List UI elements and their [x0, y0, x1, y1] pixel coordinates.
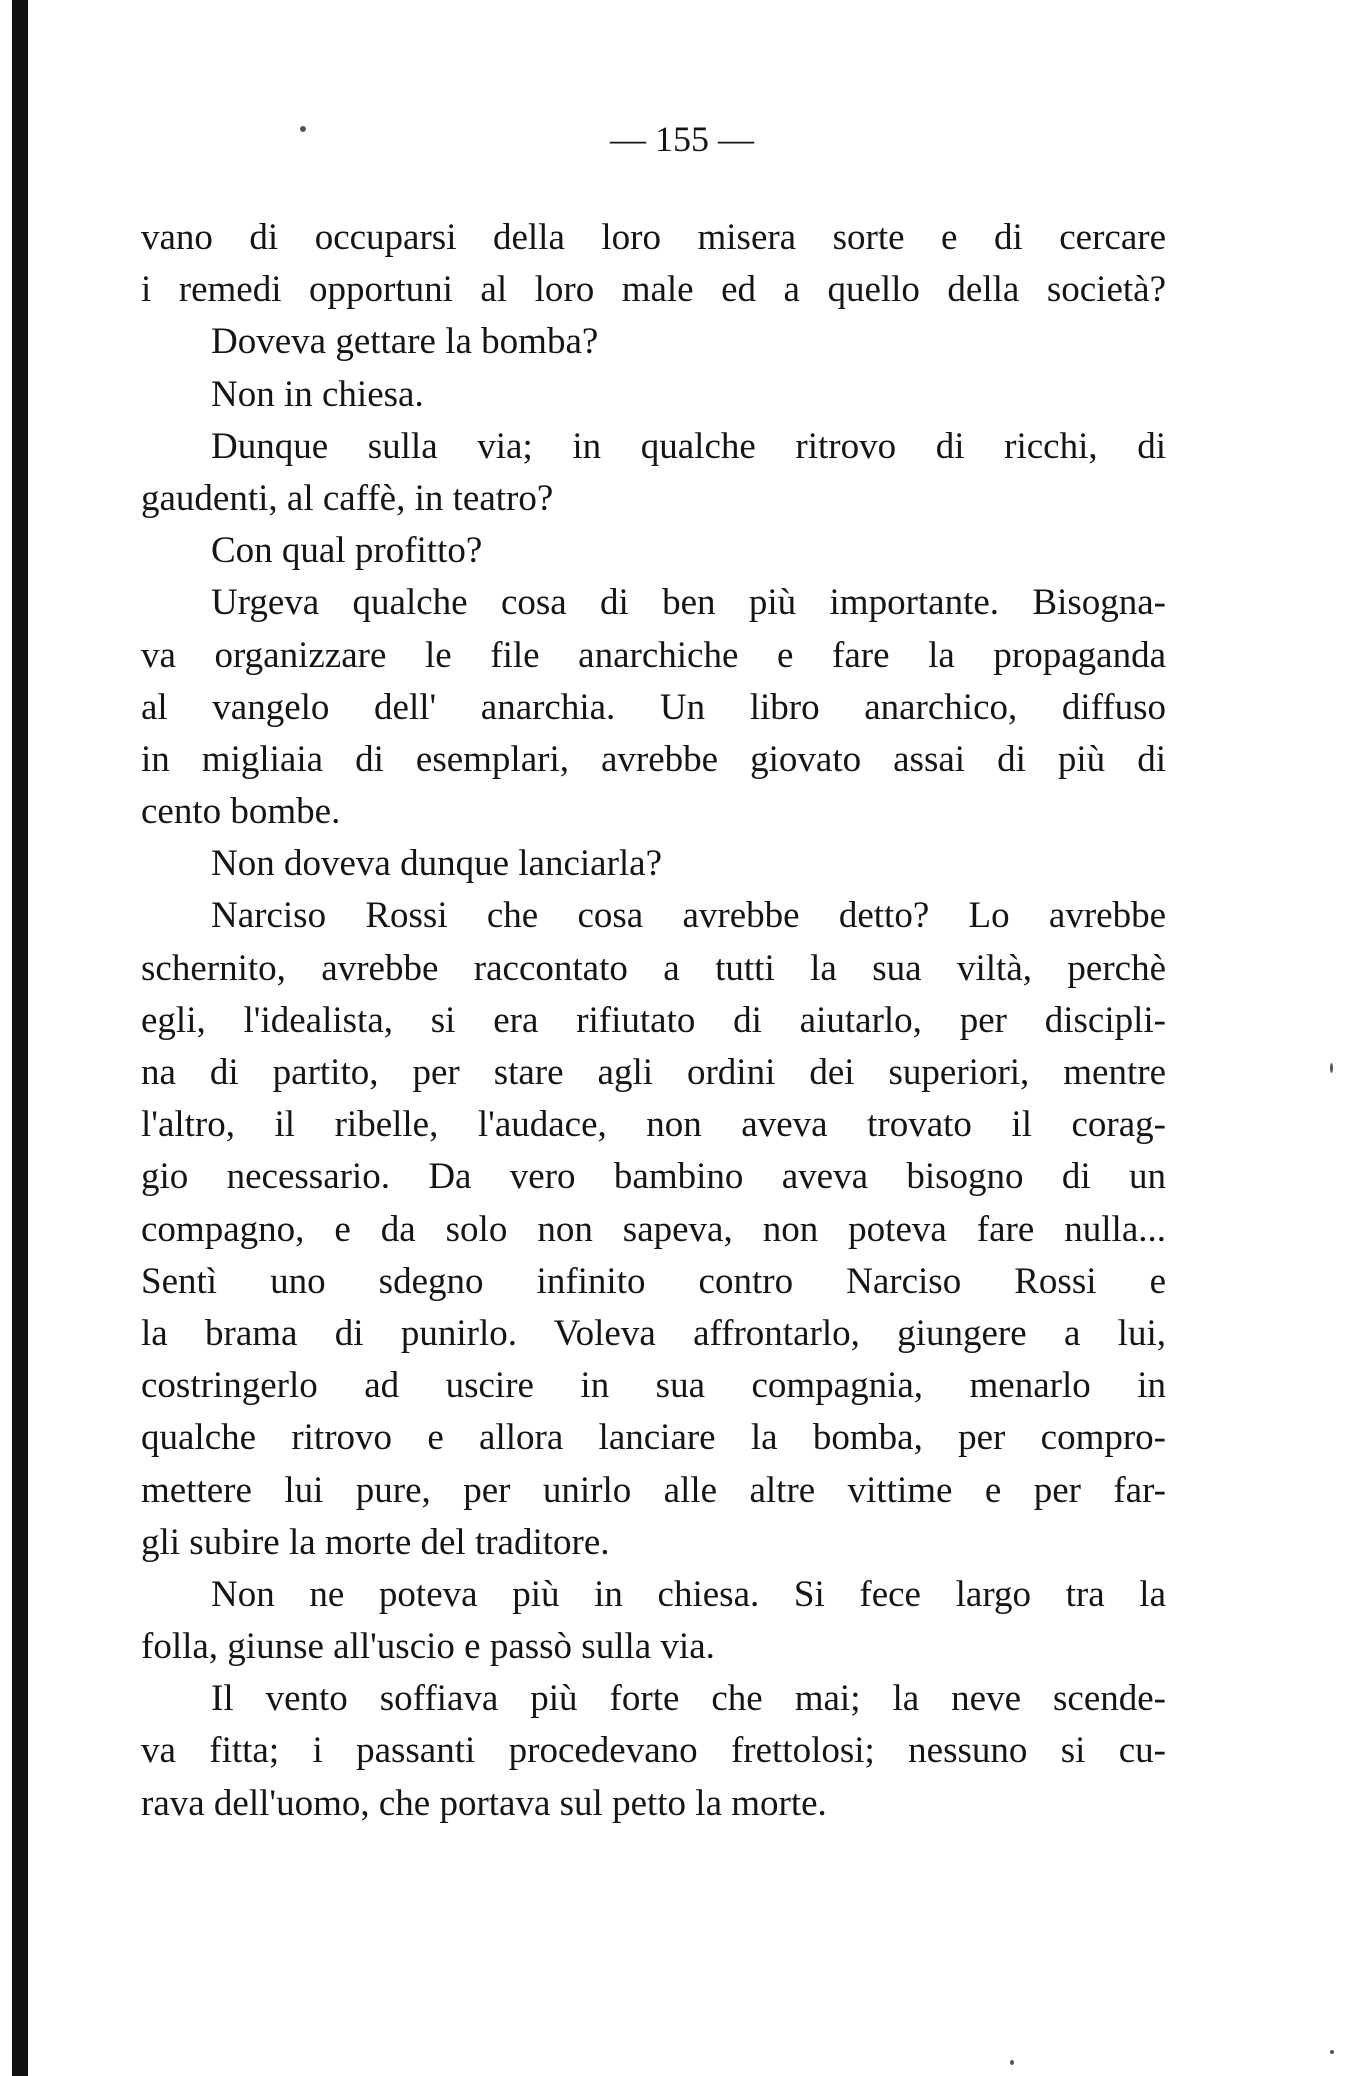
- text-line: Con qual profitto?: [211, 530, 483, 572]
- text-line: Dunque sulla via; in qualche ritrovo di ricchi, di: [211, 425, 1166, 467]
- text-line: in migliaia di esemplari, avrebbe giovato assai di più di: [141, 738, 1166, 780]
- text-line: vano di occuparsi della loro misera sorte e di cercare: [141, 217, 1166, 258]
- text-line: gaudenti, al caffè, in teatro?: [141, 477, 554, 519]
- text-line: Non doveva dunque lanciarla?: [211, 843, 663, 885]
- scan-speck: [1330, 2050, 1334, 2054]
- text-line: gio necessario. Da vero bambino aveva bisogno di un: [141, 1156, 1166, 1198]
- scan-speck: [300, 126, 306, 132]
- text-line: Non ne poteva più in chiesa. Si fece largo tra la: [211, 1573, 1166, 1615]
- text-line: costringerlo ad uscire in sua compagnia, menarlo in: [141, 1365, 1166, 1407]
- text-line: al vangelo dell' anarchia. Un libro anarchico, diffuso: [141, 686, 1166, 728]
- text-line: egli, l'idealista, si era rifiutato di aiutarlo, per discipli-: [141, 999, 1166, 1041]
- text-line: va organizzare le file anarchiche e fare la propaganda: [141, 634, 1166, 676]
- text-line: i remedi opportuni al loro male ed a quello della società?: [141, 269, 1166, 311]
- text-line: va fitta; i passanti procedevano frettolosi; nessuno si cu-: [141, 1730, 1166, 1772]
- body-text: [141, 212, 1166, 1830]
- text-line: l'altro, il ribelle, l'audace, non aveva trovato il corag-: [141, 1104, 1166, 1146]
- text-line: Narciso Rossi che cosa avrebbe detto? Lo avrebbe: [211, 895, 1166, 937]
- text-line: rava dell'uomo, che portava sul petto la morte.: [141, 1782, 827, 1824]
- text-line: gli subire la morte del traditore.: [141, 1521, 610, 1563]
- text-line: qualche ritrovo e allora lanciare la bomba, per compro-: [141, 1417, 1166, 1459]
- text-line: Non in chiesa.: [211, 373, 424, 415]
- text-line: Doveva gettare la bomba?: [211, 321, 599, 363]
- text-line: na di partito, per stare agli ordini dei superiori, mentre: [141, 1052, 1166, 1093]
- text-line: Il vento soffiava più forte che mai; la neve scende-: [211, 1678, 1166, 1720]
- text-line: folla, giunse all'uscio e passò sulla via.: [141, 1626, 715, 1668]
- text-line: la brama di punirlo. Voleva affrontarlo, giungere a lui,: [141, 1312, 1166, 1354]
- text-line: Sentì uno sdegno infinito contro Narciso Rossi e: [141, 1260, 1166, 1302]
- page-binding-edge: [12, 0, 28, 2076]
- scan-speck: [1010, 2060, 1014, 2065]
- page-number: — 155 —: [610, 119, 754, 159]
- text-line: schernito, avrebbe raccontato a tutti la sua viltà, perchè: [141, 947, 1166, 989]
- scan-speck: [1330, 1063, 1333, 1073]
- text-line: Urgeva qualche cosa di ben più importante. Bisogna-: [211, 582, 1166, 624]
- text-line: cento bombe.: [141, 791, 341, 833]
- text-line: mettere lui pure, per unirlo alle altre vittime e per far-: [141, 1469, 1166, 1511]
- text-line: compagno, e da solo non sapeva, non poteva fare nulla...: [141, 1208, 1166, 1250]
